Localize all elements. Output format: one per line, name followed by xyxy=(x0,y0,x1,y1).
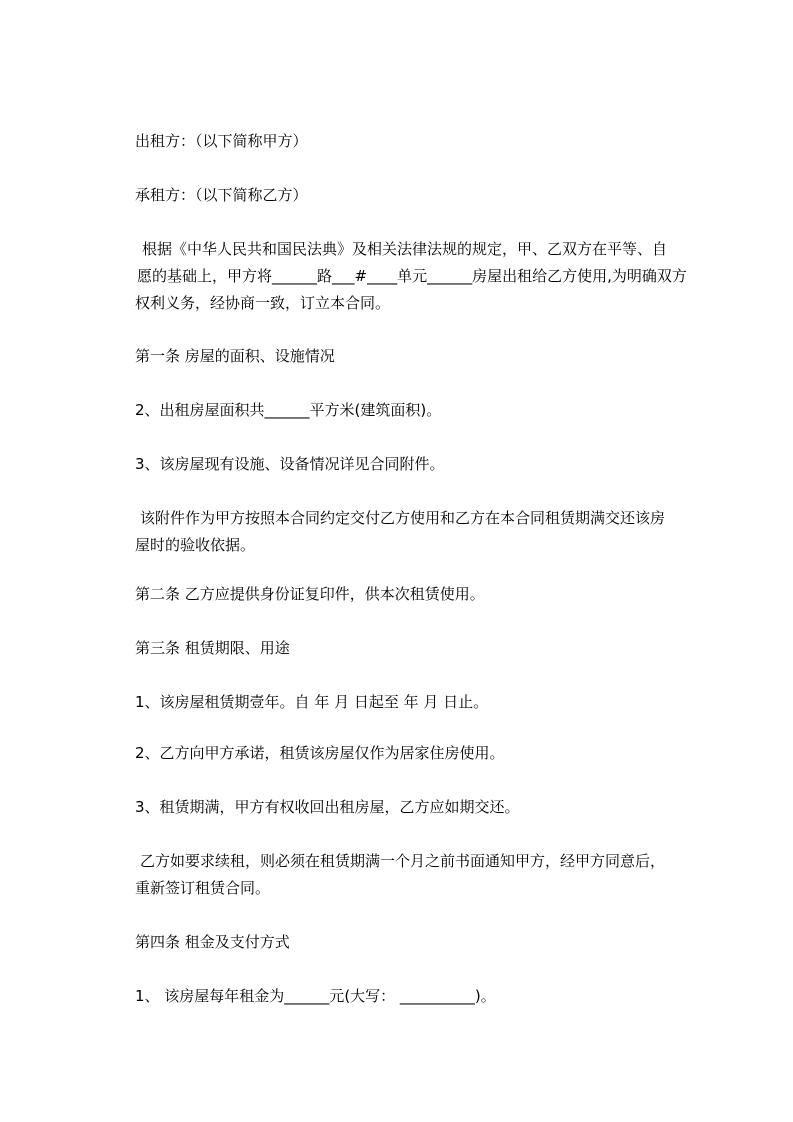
lessor-line: 出租方：（以下简称甲方） xyxy=(135,132,308,150)
article4-heading: 第四条 租金及支付方式 xyxy=(135,933,290,951)
article1-note-line-2: 屋时的验收依据。 xyxy=(135,536,256,554)
article2-heading: 第二条 乙方应提供身份证复印件，供本次租赁使用。 xyxy=(135,585,485,603)
preamble-line-3: 权利义务，经协商一致，订立本合同。 xyxy=(135,294,391,312)
article3-item2: 2、乙方向甲方承诺，租赁该房屋仅作为居家住房使用。 xyxy=(135,744,505,762)
preamble-line-2: 愿的基础上，甲方将______路___#____单元______房屋出租给乙方使用,为明确双方 xyxy=(137,267,687,285)
article1-note-line-1: 该附件作为甲方按照本合同约定交付乙方使用和乙方在本合同租赁期满交还该房 xyxy=(140,509,666,527)
article1-item3: 3、该房屋现有设施、设备情况详见合同附件。 xyxy=(135,455,445,473)
article3-item1: 1、该房屋租赁期壹年。自 年 月 日起至 年 月 日止。 xyxy=(135,693,489,711)
article1-heading: 第一条 房屋的面积、设施情况 xyxy=(135,347,335,365)
article3-item3: 3、租赁期满，甲方有权收回出租房屋，乙方应如期交还。 xyxy=(135,798,520,816)
preamble-line-1: 根据《中华人民共和国民法典》及相关法律法规的规定，甲、乙双方在平等、自 xyxy=(142,240,668,258)
article3-note-line-2: 重新签订租赁合同。 xyxy=(135,879,271,897)
lessee-line: 承租方：（以下简称乙方） xyxy=(135,186,308,204)
article1-item2: 2、出租房屋面积共______平方米(建筑面积)。 xyxy=(135,401,442,419)
article3-note-line-1: 乙方如要求续租，则必须在租赁期满一个月之前书面通知甲方，经甲方同意后， xyxy=(140,852,666,870)
article3-heading: 第三条 租赁期限、用途 xyxy=(135,639,290,657)
article4-item1: 1、 该房屋每年租金为______元(大写： __________)。 xyxy=(135,987,496,1005)
